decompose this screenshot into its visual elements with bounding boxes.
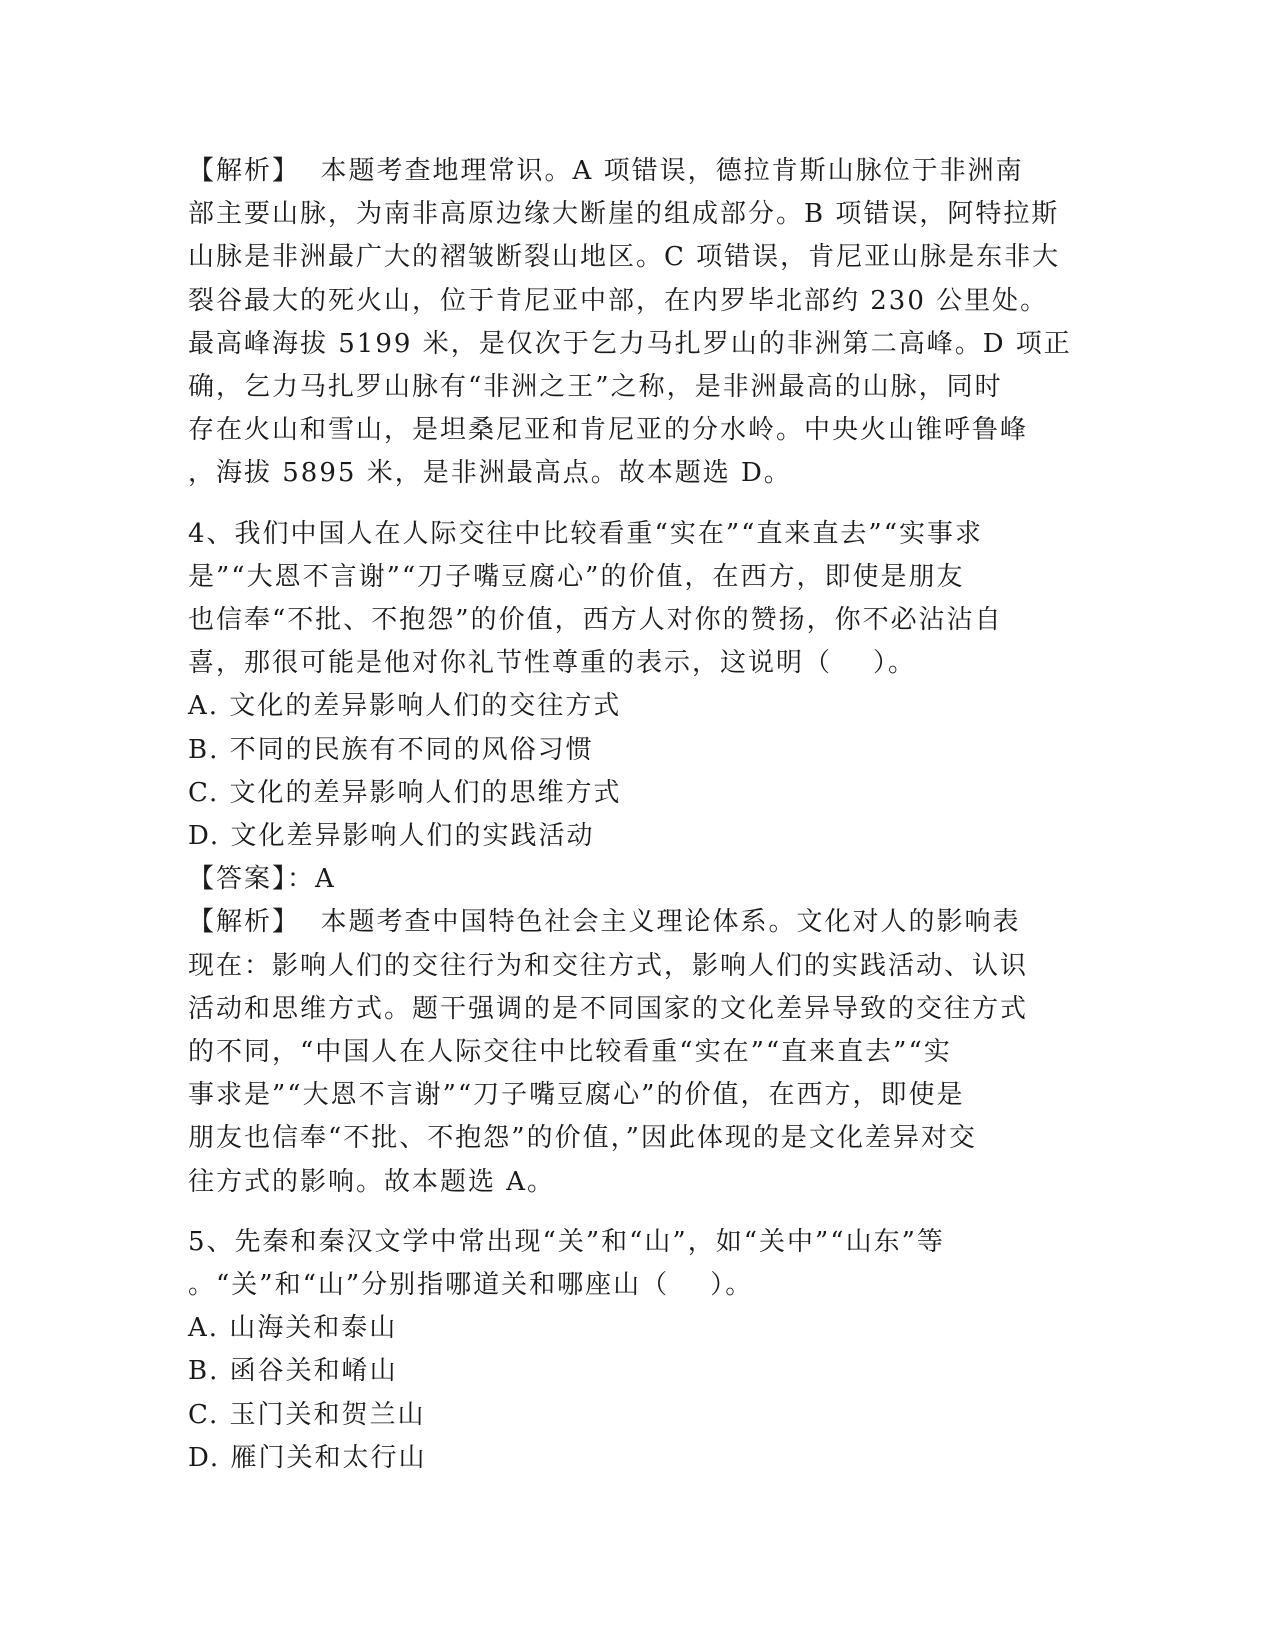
- q3-analysis-line: 存在火山和雪山，是坦桑尼亚和肯尼亚的分水岭。中央火山锥呼鲁峰: [188, 415, 1029, 446]
- q4-analysis: [188, 901, 1088, 1203]
- q5-option-d: D. 雁门关和太行山: [188, 1442, 427, 1473]
- q5-question-stem: [188, 1221, 1088, 1307]
- q4-question-stem: [188, 513, 1088, 686]
- q4-options: [188, 685, 1088, 858]
- q3-analysis-line: ，海拔 5895 米，是非洲最高点。故本题选 D。: [188, 458, 792, 489]
- q4-option-d: D. 文化差异影响人们的实践活动: [188, 821, 595, 852]
- q5-option-a: A. 山海关和泰山: [188, 1313, 398, 1344]
- q4-analysis-line: 【解析】 本题考查中国特色社会主义理论体系。文化对人的影响表: [188, 907, 1021, 938]
- q3-analysis-line: 最高峰海拔 5199 米，是仅次于乞力马扎罗山的非洲第二高峰。D 项正: [188, 328, 1072, 359]
- q5-stem-line: 。“关”和“山”分别指哪道关和哪座山（ ）。: [188, 1270, 754, 1301]
- document-content: [188, 150, 1088, 1480]
- q5-stem-line: 5、先秦和秦汉文学中常出现“关”和“山”，如“关中”“山东”等: [188, 1226, 945, 1257]
- q5-option-b: B. 函谷关和崤山: [188, 1356, 398, 1387]
- q4-analysis-line: 往方式的影响。故本题选 A。: [188, 1166, 556, 1197]
- q4-analysis-line: 的不同，“中国人在人际交往中比较看重“实在”“直来直去”“实: [188, 1037, 952, 1068]
- q4-option-c: C. 文化的差异影响人们的思维方式: [188, 777, 622, 808]
- q4-stem-line: 4、我们中国人在人际交往中比较看重“实在”“直来直去”“实事求: [188, 518, 984, 549]
- q4-analysis-line: 事求是”“大恩不言谢”“刀子嘴豆腐心”的价值，在西方，即使是: [188, 1080, 965, 1111]
- q4-answer: 【答案】：A: [188, 864, 336, 895]
- q4-analysis-line: 朋友也信奉“不批、不抱怨”的价值，”因此体现的是文化差异对交: [188, 1123, 977, 1154]
- q4-stem-line: 也信奉“不批、不抱怨”的价值，西方人对你的赞扬，你不必沾沾自: [188, 605, 1003, 636]
- q4-analysis-line: 现在：影响人们的交往行为和交往方式，影响人们的实践活动、认识: [188, 950, 1029, 981]
- q4-analysis-line: 活动和思维方式。题干强调的是不同国家的文化差异导致的交往方式: [188, 993, 1029, 1024]
- q4-option-a: A. 文化的差异影响人们的交往方式: [188, 691, 622, 722]
- q4-stem-line: 喜，那很可能是他对你礼节性尊重的表示，这说明（ ）。: [188, 648, 917, 679]
- q3-analysis: [188, 150, 1088, 496]
- q5-options: [188, 1307, 1088, 1480]
- q3-analysis-line: 山脉是非洲最广大的褶皱断裂山地区。C 项错误，肯尼亚山脉是东非大: [188, 242, 1061, 273]
- q3-analysis-line: 裂谷最大的死火山，位于肯尼亚中部，在内罗毕北部约 230 公里处。: [188, 285, 1049, 316]
- q5-option-c: C. 玉门关和贺兰山: [188, 1399, 426, 1430]
- q4-option-b: B. 不同的民族有不同的风俗习惯: [188, 734, 594, 765]
- q3-analysis-line: 确，乞力马扎罗山脉有“非洲之王”之称，是非洲最高的山脉，同时: [188, 372, 1003, 403]
- q4-stem-line: 是”“大恩不言谢”“刀子嘴豆腐心”的价值，在西方，即使是朋友: [188, 561, 965, 592]
- q3-analysis-line: 【解析】 本题考查地理常识。A 项错误，德拉肯斯山脉位于非洲南: [188, 156, 1024, 186]
- q3-analysis-line: 部主要山脉，为南非高原边缘大断崖的组成部分。B 项错误，阿特拉斯: [188, 199, 1060, 230]
